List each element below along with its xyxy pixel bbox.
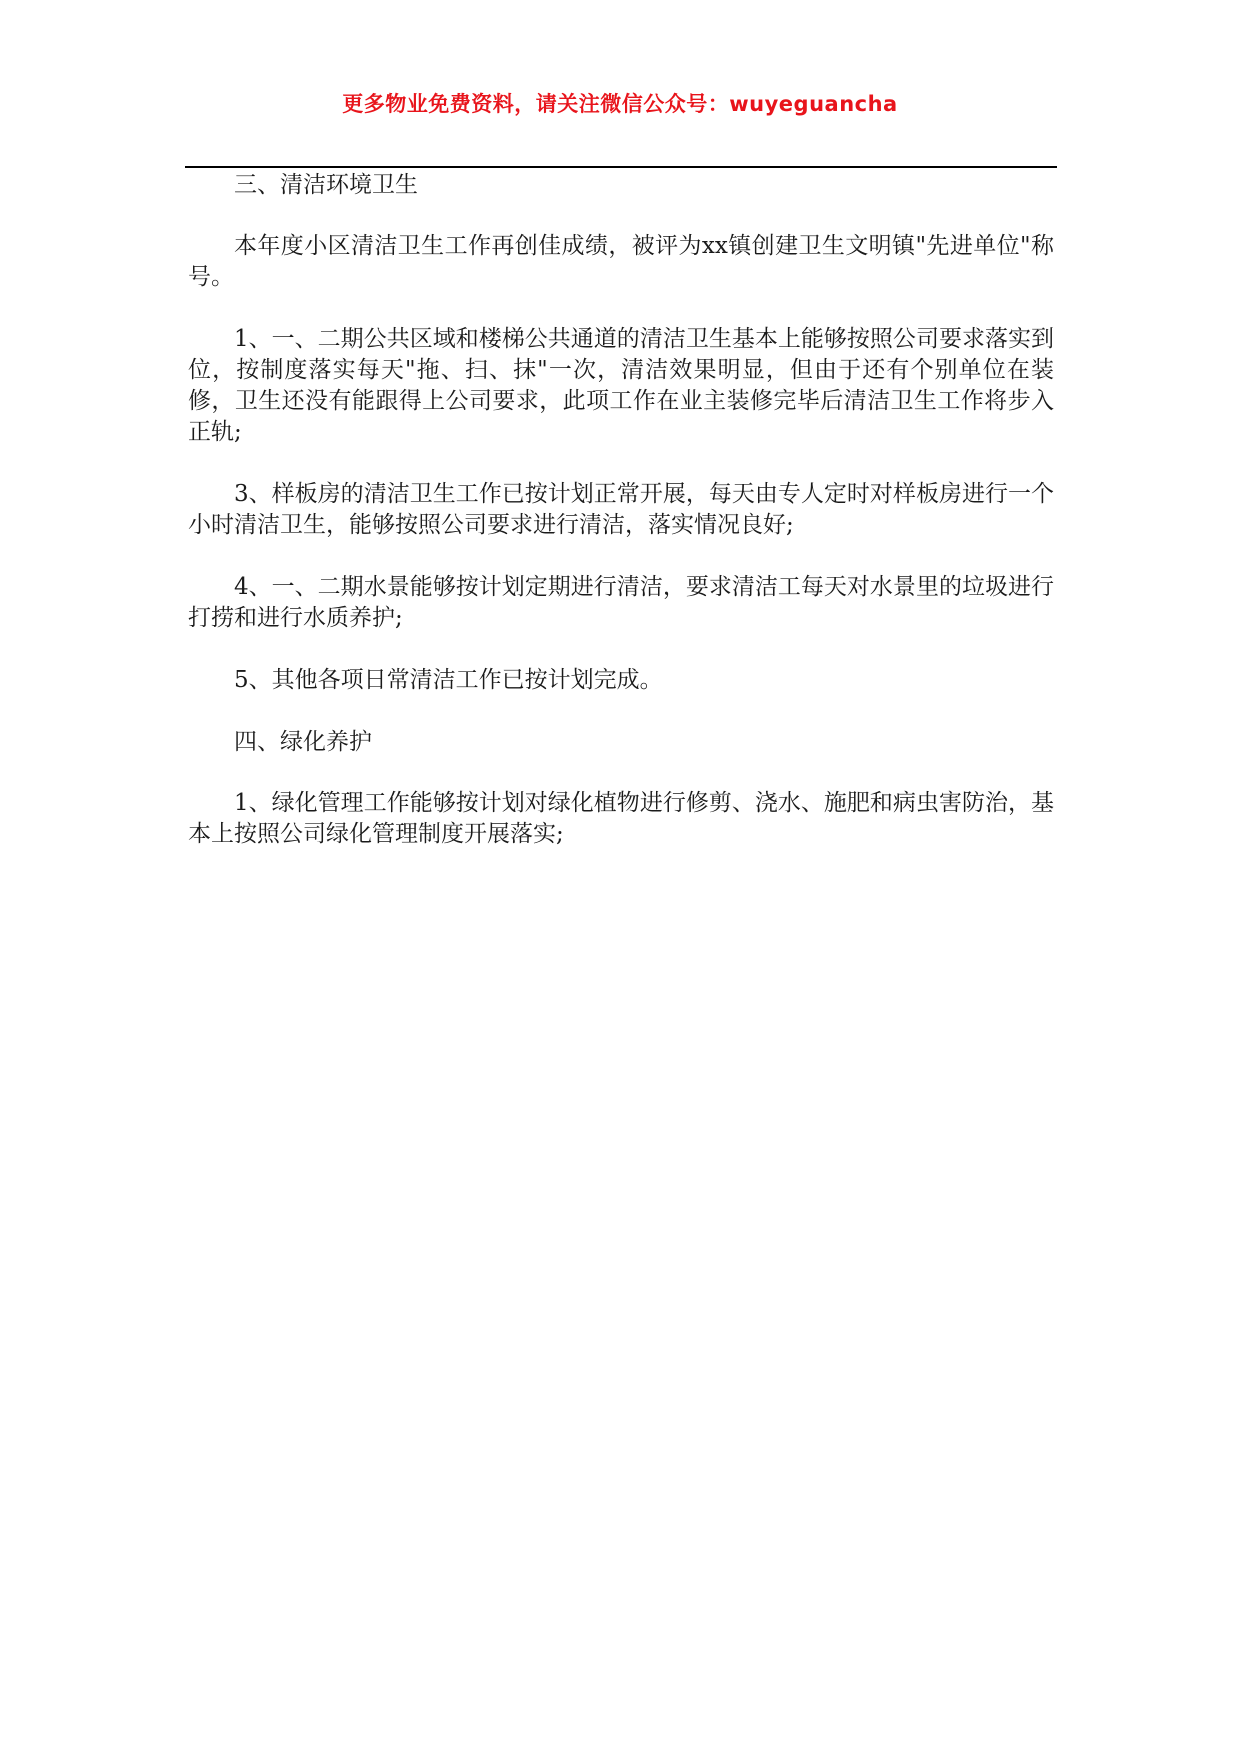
paragraph-item-1: 1、一、二期公共区域和楼梯公共通道的清洁卫生基本上能够按照公司要求落实到位，按制度落实每天"拖、扫、抹"一次，清洁效果明显，但由于还有个别单位在装修，卫生还没有能跟得上公司要求，此项工作在业主装修完毕后清洁卫生工作将步入正轨;: [188, 326, 1054, 445]
section-heading-cleaning: 三、清洁环境卫生: [234, 172, 418, 198]
paragraph-item-3: 3、样板房的清洁卫生工作已按计划正常开展，每天由专人定时对样板房进行一个小时清洁卫生，能够按照公司要求进行清洁，落实情况良好;: [188, 481, 1054, 538]
paragraph-item-5: 5、其他各项日常清洁工作已按计划完成。: [234, 667, 663, 693]
section-heading-greening: 四、绿化养护: [234, 729, 372, 755]
document-body: [188, 170, 1054, 881]
paragraph-greening-1: 1、绿化管理工作能够按计划对绿化植物进行修剪、浇水、施肥和病虫害防治，基本上按照公司绿化管理制度开展落实;: [188, 790, 1054, 847]
paragraph-award: 本年度小区清洁卫生工作再创佳成绩，被评为xx镇创建卫生文明镇"先进单位"称号。: [188, 233, 1054, 290]
paragraph-item-4: 4、一、二期水景能够按计划定期进行清洁，要求清洁工每天对水景里的垃圾进行打捞和进行水质养护;: [188, 574, 1054, 631]
header-divider: [185, 166, 1057, 168]
header-notice: 更多物业免费资料，请关注微信公众号：wuyeguancha: [342, 92, 898, 116]
